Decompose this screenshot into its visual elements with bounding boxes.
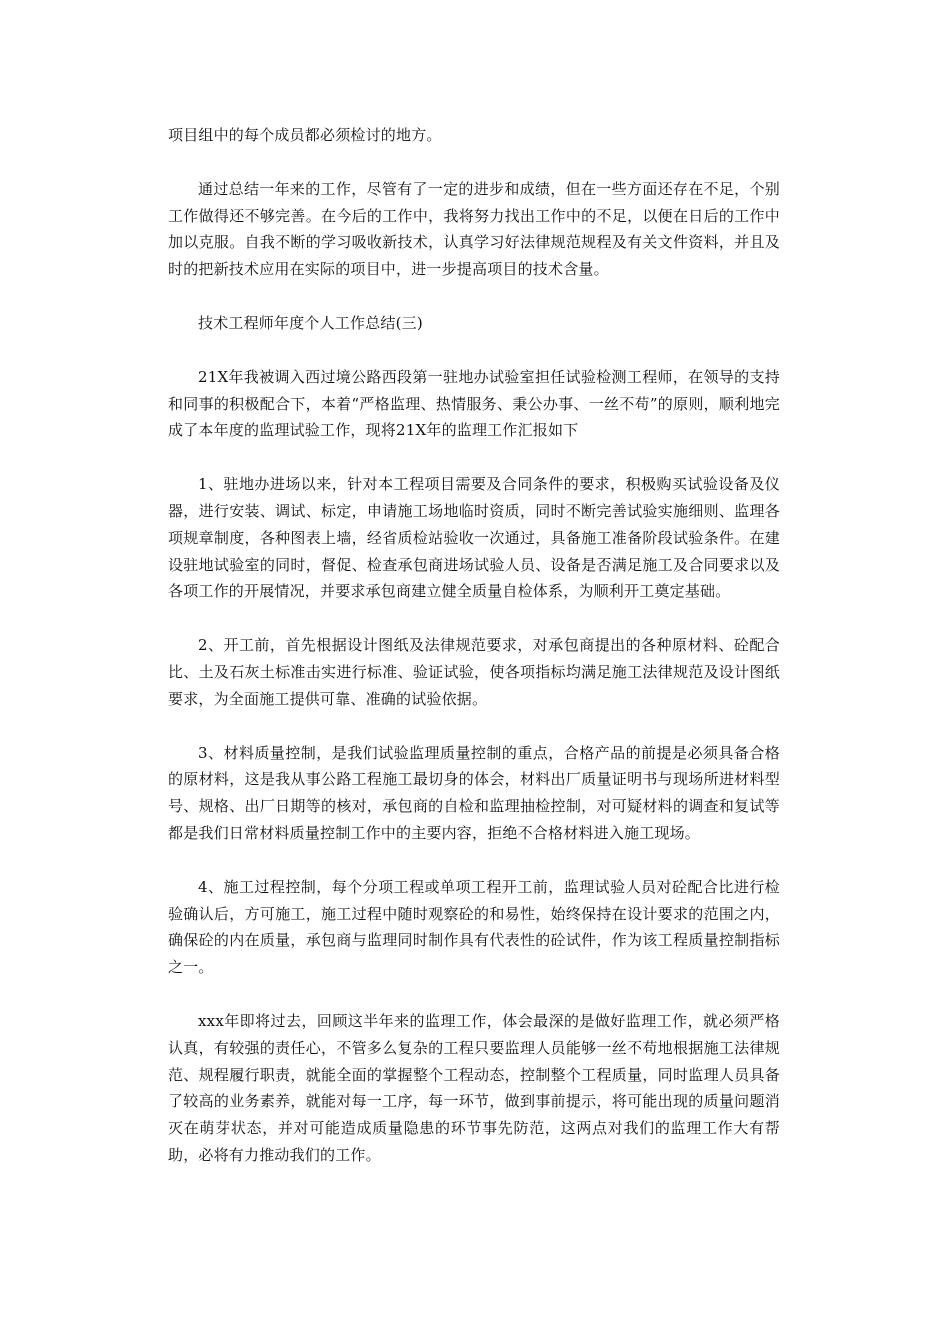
document-body (168, 122, 780, 1196)
paragraph-item-3: 3、材料质量控制，是我们试验监理质量控制的重点，合格产品的前提是必须具备合格的原材料，这是我从事公路工程施工最切身的体会，材料出厂质量证明书与现场所进材料型号、规格、出厂日期等的核对，承包商的自检和监理抽检控制，对可疑材料的调查和复试等都是我们日常材料质量控制工作中的主要内容，拒绝不合格材料进入施工现场。 (168, 743, 780, 842)
paragraph-summary: 通过总结一年来的工作，尽管有了一定的进步和成绩，但在一些方面还存在不足，个别工作做得还不够完善。在今后的工作中，我将努力找出工作中的不足，以便在日后的工作中加以克服。自我不断的学习吸收新技术，认真学习好法律规范规程及有关文件资料，并且及时的把新技术应用在实际的项目中，进一步提高项目的技术含量。 (168, 179, 780, 279)
paragraph-intro: 21X年我被调入西过境公路西段第一驻地办试验室担任试验检测工程师，在领导的支持和同事的积极配合下，本着“严格监理、热情服务、秉公办事、一丝不苟”的原则，顺利地完成了本年度的监理试验工作，现将21X年的监理工作汇报如下 (168, 367, 780, 440)
paragraph-continuation: 项目组中的每个成员都必须检讨的地方。 (168, 126, 442, 144)
paragraph-item-2: 2、开工前，首先根据设计图纸及法律规范要求，对承包商提出的各种原材料、砼配合比、土及石灰土标准击实进行标准、验证试验，使各项指标均满足施工法律规范及设计图纸要求，为全面施工提供可靠、准确的试验依据。 (168, 636, 780, 708)
paragraph-item-4: 4、施工过程控制，每个分项工程或单项工程开工前，监理试验人员对砼配合比进行检验确认后，方可施工，施工过程中随时观察砼的和易性，始终保持在设计要求的范围之内，确保砼的内在质量，承包商与监理同时制作具有代表性的砼试件，作为该工程质量控制指标之一。 (168, 877, 780, 977)
section-heading: 技术工程师年度个人工作总结(三) (198, 313, 423, 332)
paragraph-conclusion: xxx年即将过去，回顾这半年来的监理工作，体会最深的是做好监理工作，就必须严格认真，有较强的责任心，不管多么复杂的工程只要监理人员能够一丝不苟地根据施工法律规范、规程履行职责，就能全面的掌握整个工程动态，控制整个工程质量，同时监理人员具备了较高的业务素养，就能对每一工序，每一环节，做到事前提示，将可能出现的质量问题消灭在萌芽状态，并对可能造成质量隐患的环节事先防范，这两点对我们的监理工作大有帮助，必将有力推动我们的工作。 (168, 1011, 780, 1164)
paragraph-item-1: 1、驻地办进场以来，针对本工程项目需要及合同条件的要求，积极购买试验设备及仪器，进行安装、调试、标定，申请施工场地临时资质，同时不断完善试验实施细则、监理各项规章制度，各种图表上墙，经省质检站验收一次通过，具备施工准备阶段试验条件。在建设驻地试验室的同时，督促、检查承包商进场试验人员、设备是否满足施工及合同要求以及各项工作的开展情况，并要求承包商建立健全质量自检体系，为顺利开工奠定基础。 (168, 475, 780, 601)
